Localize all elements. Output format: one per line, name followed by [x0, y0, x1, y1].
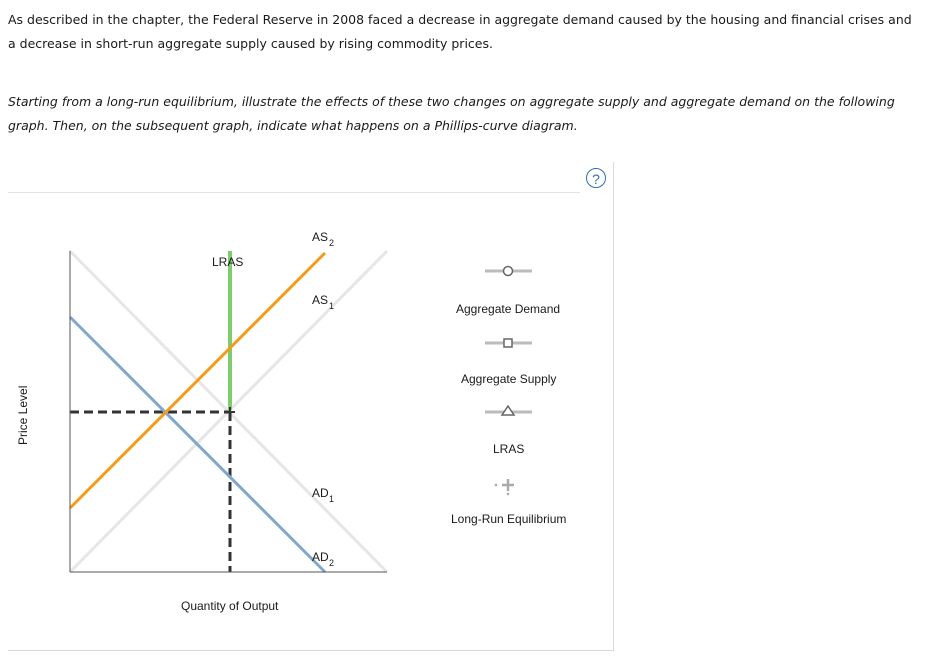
long-run-equilibrium-label: Long-Run Equilibrium	[451, 512, 567, 526]
as2-label: AS	[312, 230, 329, 244]
as1-subscript: 1	[329, 301, 335, 311]
ad2-label: AD	[312, 550, 329, 564]
plus-marker-icon	[495, 479, 514, 495]
aggregate-demand-label: Aggregate Demand	[456, 302, 561, 316]
lras-tool-label: LRAS	[493, 442, 525, 456]
lras-tool[interactable]	[485, 406, 532, 456]
y-axis-label: Price Level	[16, 385, 30, 445]
square-line-icon	[504, 339, 512, 347]
help-icon[interactable]: ?	[586, 168, 606, 188]
aggregate-demand-tool[interactable]	[456, 267, 560, 317]
intro-text: As described in the chapter, the Federal Reserve in 2008 faced a decrease in aggregate demand caused by the housing and financial crises and a decrease in short-run aggregate supply caused by rising commodity prices.	[8, 12, 912, 51]
as1-label: AS	[312, 293, 329, 307]
as2-subscript: 2	[329, 238, 335, 248]
ad1-subscript: 1	[329, 494, 335, 504]
aggregate-supply-tool[interactable]	[461, 339, 556, 386]
circle-line-icon	[504, 267, 513, 276]
ad2-subscript: 2	[329, 558, 335, 568]
lras-label: LRAS	[212, 255, 244, 269]
ad1-label: AD	[312, 486, 329, 500]
aggregate-supply-label: Aggregate Supply	[461, 372, 557, 386]
instruction-text: Starting from a long-run equilibrium, illustrate the effects of these two changes on aggregate supply and aggregate demand on the following graph. Then, on the subsequent graph, indicate what happens on a Phillips-curve diagram.	[8, 94, 895, 133]
long-run-equilibrium-tool[interactable]	[451, 479, 566, 526]
x-axis-label: Quantity of Output	[181, 599, 279, 613]
